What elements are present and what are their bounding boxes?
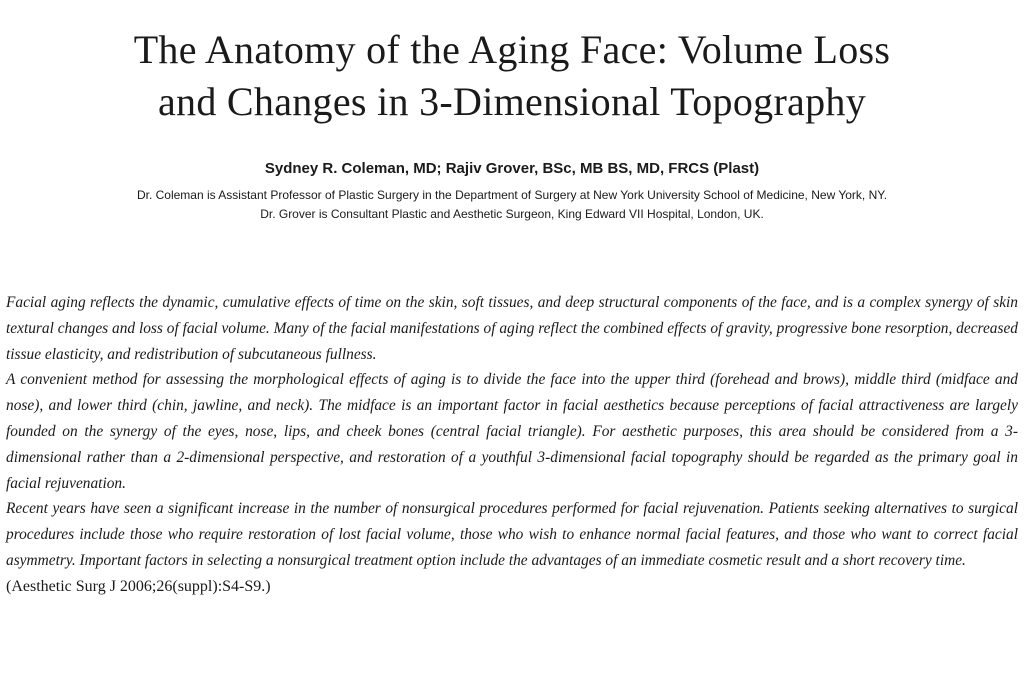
abstract-paragraph-1: Facial aging reflects the dynamic, cumulative effects of time on the skin, soft tissues, and deep structural components of the face, and is a complex synergy of skin textural changes and loss of facial volume. Many of the facial manifestations of aging reflect the combined effects of gravity, progressive bone resorption, decreased tissue elasticity, and redistribution of subcutaneous fullness.: [6, 294, 1018, 363]
article-title-line-2: and Changes in 3-Dimensional Topography: [157, 79, 867, 124]
affiliation-grover: Dr. Grover is Consultant Plastic and Aesthetic Surgeon, King Edward VII Hospital, London, UK.: [260, 207, 764, 221]
article-title: [0, 24, 1024, 128]
abstract-paragraph-3: Recent years have seen a significant increase in the number of nonsurgical procedures performed for facial rejuvenation. Patients seeking alternatives to surgical procedures include those who require restoration of lost facial volume, those who wish to enhance normal facial features, and those who want to correct facial asymmetry. Important factors in selecting a nonsurgical treatment option include the advantages of an immediate cosmetic result and a short recovery time.: [6, 500, 1018, 569]
affiliation-coleman: Dr. Coleman is Assistant Professor of Plastic Surgery in the Department of Surgery at New York University School of Medicine, New York, NY.: [136, 188, 888, 202]
author-list: Sydney R. Coleman, MD; Rajiv Grover, BSc, MB BS, MD, FRCS (Plast): [264, 160, 760, 177]
abstract-paragraph-2: A convenient method for assessing the morphological effects of aging is to divide the face into the upper third (forehead and brows), middle third (midface and nose), and lower third (chin, jawline, and neck). The midface is an important factor in facial aesthetics because perceptions of facial attractiveness are largely founded on the synergy of the eyes, nose, lips, and cheek bones (central facial triangle). For aesthetic purposes, this area should be considered from a 3-dimensional rather than a 2-dimensional perspective, and restoration of a youthful 3-dimensional facial topography should be regarded as the primary goal in facial rejuvenation.: [6, 371, 1018, 492]
article-title-line-1: The Anatomy of the Aging Face: Volume Loss: [133, 27, 891, 72]
journal-citation: (Aesthetic Surg J 2006;26(suppl):S4-S9.): [6, 577, 271, 595]
abstract: [6, 290, 1018, 600]
